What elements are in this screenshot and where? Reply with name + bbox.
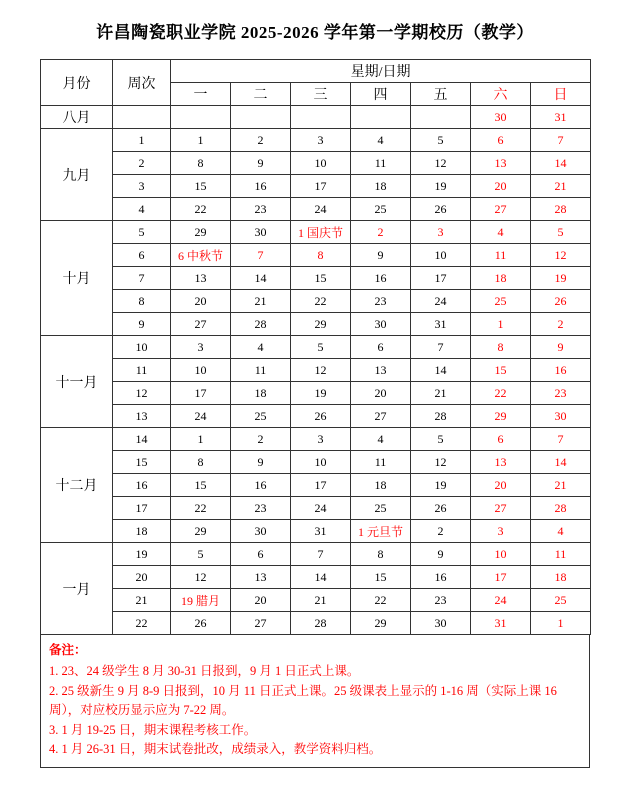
date-cell: 6 中秋节 bbox=[171, 244, 231, 267]
date-cell: 1 bbox=[171, 428, 231, 451]
date-cell: 29 bbox=[171, 221, 231, 244]
date-cell: 2 bbox=[231, 428, 291, 451]
date-cell: 1 bbox=[171, 129, 231, 152]
notes-block bbox=[40, 635, 590, 768]
table-row bbox=[41, 175, 591, 198]
date-cell: 18 bbox=[531, 566, 591, 589]
date-cell: 15 bbox=[171, 175, 231, 198]
date-cell: 22 bbox=[471, 382, 531, 405]
date-cell: 4 bbox=[351, 129, 411, 152]
week-number-cell: 9 bbox=[113, 313, 171, 336]
date-cell: 27 bbox=[471, 497, 531, 520]
date-cell: 14 bbox=[291, 566, 351, 589]
date-cell: 10 bbox=[471, 543, 531, 566]
table-row bbox=[41, 520, 591, 543]
date-cell: 27 bbox=[171, 313, 231, 336]
date-cell: 23 bbox=[411, 589, 471, 612]
week-number-cell: 6 bbox=[113, 244, 171, 267]
date-cell: 5 bbox=[411, 428, 471, 451]
date-cell: 21 bbox=[231, 290, 291, 313]
date-cell: 6 bbox=[471, 129, 531, 152]
date-cell bbox=[351, 106, 411, 129]
date-cell: 19 腊月 bbox=[171, 589, 231, 612]
date-cell: 6 bbox=[471, 428, 531, 451]
page-title: 许昌陶瓷职业学院 2025-2026 学年第一学期校历（教学） bbox=[96, 23, 534, 42]
date-cell: 9 bbox=[411, 543, 471, 566]
note-line: 1. 23、24 级学生 8 月 30-31 日报到，9 月 1 日正式上课。 bbox=[49, 664, 360, 679]
date-cell: 30 bbox=[531, 405, 591, 428]
date-cell: 23 bbox=[531, 382, 591, 405]
table-row bbox=[41, 497, 591, 520]
date-cell: 8 bbox=[351, 543, 411, 566]
date-cell: 21 bbox=[531, 474, 591, 497]
week-number-cell: 16 bbox=[113, 474, 171, 497]
table-row bbox=[41, 267, 591, 290]
table-row bbox=[41, 198, 591, 221]
date-cell: 5 bbox=[171, 543, 231, 566]
date-cell: 12 bbox=[411, 451, 471, 474]
date-cell: 6 bbox=[231, 543, 291, 566]
date-cell: 27 bbox=[471, 198, 531, 221]
date-cell: 27 bbox=[351, 405, 411, 428]
date-cell: 28 bbox=[531, 497, 591, 520]
date-cell: 3 bbox=[171, 336, 231, 359]
table-row bbox=[41, 221, 591, 244]
week-number-cell: 2 bbox=[113, 152, 171, 175]
date-cell: 26 bbox=[411, 497, 471, 520]
date-cell: 11 bbox=[531, 543, 591, 566]
date-cell: 9 bbox=[231, 152, 291, 175]
note-line: 2. 25 级新生 9 月 8-9 日报到，10 月 11 日正式上课。25 级课表上显示的 1-16 周（实际上课 16 周），对应校历显示应为 7-22 周。 bbox=[49, 683, 557, 718]
notes-label: 备注： bbox=[49, 643, 87, 657]
table-row bbox=[41, 428, 591, 451]
date-cell: 24 bbox=[291, 198, 351, 221]
date-cell: 30 bbox=[231, 221, 291, 244]
date-cell: 1 bbox=[531, 612, 591, 635]
date-cell: 29 bbox=[291, 313, 351, 336]
header-row-top bbox=[41, 60, 591, 83]
date-cell: 20 bbox=[171, 290, 231, 313]
date-cell: 26 bbox=[411, 198, 471, 221]
date-cell: 9 bbox=[531, 336, 591, 359]
date-cell: 25 bbox=[351, 198, 411, 221]
week-number-cell: 1 bbox=[113, 129, 171, 152]
date-cell: 16 bbox=[231, 175, 291, 198]
date-cell: 13 bbox=[471, 152, 531, 175]
date-cell: 22 bbox=[351, 589, 411, 612]
week-number-cell: 15 bbox=[113, 451, 171, 474]
week-number-cell: 17 bbox=[113, 497, 171, 520]
date-cell: 16 bbox=[351, 267, 411, 290]
week-number-cell: 10 bbox=[113, 336, 171, 359]
date-cell: 14 bbox=[531, 451, 591, 474]
table-row bbox=[41, 566, 591, 589]
week-number-cell: 8 bbox=[113, 290, 171, 313]
date-cell: 31 bbox=[531, 106, 591, 129]
date-cell: 16 bbox=[531, 359, 591, 382]
date-cell: 12 bbox=[291, 359, 351, 382]
date-cell: 24 bbox=[471, 589, 531, 612]
date-cell: 19 bbox=[291, 382, 351, 405]
table-row bbox=[41, 129, 591, 152]
date-cell: 15 bbox=[291, 267, 351, 290]
date-cell: 14 bbox=[231, 267, 291, 290]
week-number-cell: 4 bbox=[113, 198, 171, 221]
date-cell: 30 bbox=[231, 520, 291, 543]
week-number-cell: 20 bbox=[113, 566, 171, 589]
date-cell: 11 bbox=[351, 451, 411, 474]
date-cell: 7 bbox=[531, 129, 591, 152]
date-cell: 1 元旦节 bbox=[351, 520, 411, 543]
date-cell: 26 bbox=[291, 405, 351, 428]
day-name-thu: 四 bbox=[351, 83, 411, 106]
date-cell: 17 bbox=[291, 175, 351, 198]
date-cell: 23 bbox=[231, 497, 291, 520]
date-cell: 2 bbox=[231, 129, 291, 152]
date-cell: 4 bbox=[231, 336, 291, 359]
date-cell: 10 bbox=[171, 359, 231, 382]
date-cell: 8 bbox=[291, 244, 351, 267]
calendar-container bbox=[40, 59, 590, 768]
date-cell: 14 bbox=[531, 152, 591, 175]
date-cell: 31 bbox=[291, 520, 351, 543]
date-cell: 31 bbox=[471, 612, 531, 635]
table-row bbox=[41, 313, 591, 336]
date-cell: 8 bbox=[171, 451, 231, 474]
date-cell: 25 bbox=[351, 497, 411, 520]
date-cell: 13 bbox=[351, 359, 411, 382]
table-row bbox=[41, 244, 591, 267]
date-cell: 12 bbox=[171, 566, 231, 589]
date-cell: 25 bbox=[531, 589, 591, 612]
date-cell: 15 bbox=[351, 566, 411, 589]
date-cell: 19 bbox=[411, 175, 471, 198]
date-cell: 21 bbox=[291, 589, 351, 612]
date-cell: 7 bbox=[531, 428, 591, 451]
date-cell: 20 bbox=[231, 589, 291, 612]
table-row bbox=[41, 106, 591, 129]
date-cell: 25 bbox=[471, 290, 531, 313]
date-cell: 1 bbox=[471, 313, 531, 336]
date-cell: 14 bbox=[411, 359, 471, 382]
month-cell: 八月 bbox=[41, 106, 113, 129]
date-cell: 13 bbox=[231, 566, 291, 589]
table-row bbox=[41, 451, 591, 474]
table-row bbox=[41, 612, 591, 635]
date-cell: 30 bbox=[471, 106, 531, 129]
table-row bbox=[41, 290, 591, 313]
table-header bbox=[41, 60, 591, 106]
date-cell: 13 bbox=[171, 267, 231, 290]
week-number-cell: 12 bbox=[113, 382, 171, 405]
date-cell bbox=[291, 106, 351, 129]
date-cell: 10 bbox=[291, 451, 351, 474]
date-cell: 3 bbox=[291, 428, 351, 451]
date-cell: 21 bbox=[411, 382, 471, 405]
month-cell: 十月 bbox=[41, 221, 113, 336]
date-cell: 2 bbox=[531, 313, 591, 336]
date-cell: 3 bbox=[411, 221, 471, 244]
date-cell bbox=[231, 106, 291, 129]
date-cell: 17 bbox=[471, 566, 531, 589]
date-cell: 18 bbox=[231, 382, 291, 405]
week-number-cell: 18 bbox=[113, 520, 171, 543]
date-cell: 20 bbox=[471, 474, 531, 497]
date-cell: 16 bbox=[231, 474, 291, 497]
date-cell bbox=[171, 106, 231, 129]
week-number-cell: 14 bbox=[113, 428, 171, 451]
date-cell: 27 bbox=[231, 612, 291, 635]
table-row bbox=[41, 405, 591, 428]
date-cell: 30 bbox=[411, 612, 471, 635]
date-cell: 22 bbox=[171, 497, 231, 520]
table-row bbox=[41, 474, 591, 497]
date-cell: 18 bbox=[351, 474, 411, 497]
date-cell: 9 bbox=[231, 451, 291, 474]
date-cell: 28 bbox=[411, 405, 471, 428]
date-cell: 2 bbox=[351, 221, 411, 244]
date-cell: 23 bbox=[351, 290, 411, 313]
date-cell: 24 bbox=[171, 405, 231, 428]
date-cell: 19 bbox=[411, 474, 471, 497]
date-cell: 5 bbox=[291, 336, 351, 359]
date-cell: 29 bbox=[351, 612, 411, 635]
date-cell: 15 bbox=[171, 474, 231, 497]
table-row bbox=[41, 359, 591, 382]
date-cell: 20 bbox=[351, 382, 411, 405]
date-cell: 30 bbox=[351, 313, 411, 336]
day-name-tue: 二 bbox=[231, 83, 291, 106]
date-cell: 9 bbox=[351, 244, 411, 267]
date-cell: 4 bbox=[351, 428, 411, 451]
date-cell: 5 bbox=[531, 221, 591, 244]
date-cell: 29 bbox=[471, 405, 531, 428]
table-row bbox=[41, 543, 591, 566]
date-cell: 4 bbox=[471, 221, 531, 244]
table-body bbox=[41, 106, 591, 635]
date-cell: 7 bbox=[291, 543, 351, 566]
day-name-sun: 日 bbox=[531, 83, 591, 106]
date-cell: 11 bbox=[471, 244, 531, 267]
date-cell: 8 bbox=[171, 152, 231, 175]
date-cell: 8 bbox=[471, 336, 531, 359]
header-week: 周次 bbox=[113, 60, 171, 106]
date-cell: 28 bbox=[231, 313, 291, 336]
day-name-sat: 六 bbox=[471, 83, 531, 106]
month-cell: 一月 bbox=[41, 543, 113, 635]
date-cell: 12 bbox=[411, 152, 471, 175]
date-cell: 7 bbox=[231, 244, 291, 267]
day-name-wed: 三 bbox=[291, 83, 351, 106]
date-cell: 19 bbox=[531, 267, 591, 290]
header-month: 月份 bbox=[41, 60, 113, 106]
table-row bbox=[41, 336, 591, 359]
date-cell: 3 bbox=[291, 129, 351, 152]
date-cell: 16 bbox=[411, 566, 471, 589]
week-number-cell: 21 bbox=[113, 589, 171, 612]
date-cell: 22 bbox=[171, 198, 231, 221]
date-cell: 17 bbox=[291, 474, 351, 497]
table-row bbox=[41, 589, 591, 612]
date-cell: 18 bbox=[351, 175, 411, 198]
date-cell: 29 bbox=[171, 520, 231, 543]
date-cell: 10 bbox=[291, 152, 351, 175]
week-number-cell: 3 bbox=[113, 175, 171, 198]
date-cell: 5 bbox=[411, 129, 471, 152]
note-line: 3. 1 月 19-25 日，期末课程考核工作。 bbox=[49, 722, 257, 737]
date-cell: 28 bbox=[531, 198, 591, 221]
week-number-cell: 19 bbox=[113, 543, 171, 566]
date-cell: 15 bbox=[471, 359, 531, 382]
date-cell: 20 bbox=[471, 175, 531, 198]
date-cell: 18 bbox=[471, 267, 531, 290]
day-name-fri: 五 bbox=[411, 83, 471, 106]
date-cell: 21 bbox=[531, 175, 591, 198]
week-number-cell: 22 bbox=[113, 612, 171, 635]
date-cell: 11 bbox=[231, 359, 291, 382]
date-cell: 26 bbox=[531, 290, 591, 313]
date-cell: 3 bbox=[471, 520, 531, 543]
date-cell: 22 bbox=[291, 290, 351, 313]
week-number-cell: 13 bbox=[113, 405, 171, 428]
date-cell: 6 bbox=[351, 336, 411, 359]
month-cell: 十一月 bbox=[41, 336, 113, 428]
date-cell: 4 bbox=[531, 520, 591, 543]
date-cell: 12 bbox=[531, 244, 591, 267]
date-cell: 24 bbox=[291, 497, 351, 520]
date-cell: 1 国庆节 bbox=[291, 221, 351, 244]
week-number-cell: 5 bbox=[113, 221, 171, 244]
date-cell: 11 bbox=[351, 152, 411, 175]
table-row bbox=[41, 382, 591, 405]
month-cell: 十二月 bbox=[41, 428, 113, 543]
date-cell: 28 bbox=[291, 612, 351, 635]
header-date-group: 星期/日期 bbox=[171, 60, 591, 83]
table-row bbox=[41, 152, 591, 175]
date-cell: 7 bbox=[411, 336, 471, 359]
week-number-cell: 11 bbox=[113, 359, 171, 382]
note-line: 4. 1 月 26-31 日，期末试卷批改，成绩录入，教学资料归档。 bbox=[49, 741, 382, 756]
date-cell: 17 bbox=[411, 267, 471, 290]
week-number-cell: 7 bbox=[113, 267, 171, 290]
day-name-mon: 一 bbox=[171, 83, 231, 106]
date-cell: 24 bbox=[411, 290, 471, 313]
week-number-cell bbox=[113, 106, 171, 129]
date-cell: 2 bbox=[411, 520, 471, 543]
date-cell: 31 bbox=[411, 313, 471, 336]
date-cell bbox=[411, 106, 471, 129]
academic-calendar-table bbox=[40, 59, 591, 635]
date-cell: 25 bbox=[231, 405, 291, 428]
month-cell: 九月 bbox=[41, 129, 113, 221]
date-cell: 10 bbox=[411, 244, 471, 267]
date-cell: 13 bbox=[471, 451, 531, 474]
date-cell: 23 bbox=[231, 198, 291, 221]
date-cell: 26 bbox=[171, 612, 231, 635]
date-cell: 17 bbox=[171, 382, 231, 405]
